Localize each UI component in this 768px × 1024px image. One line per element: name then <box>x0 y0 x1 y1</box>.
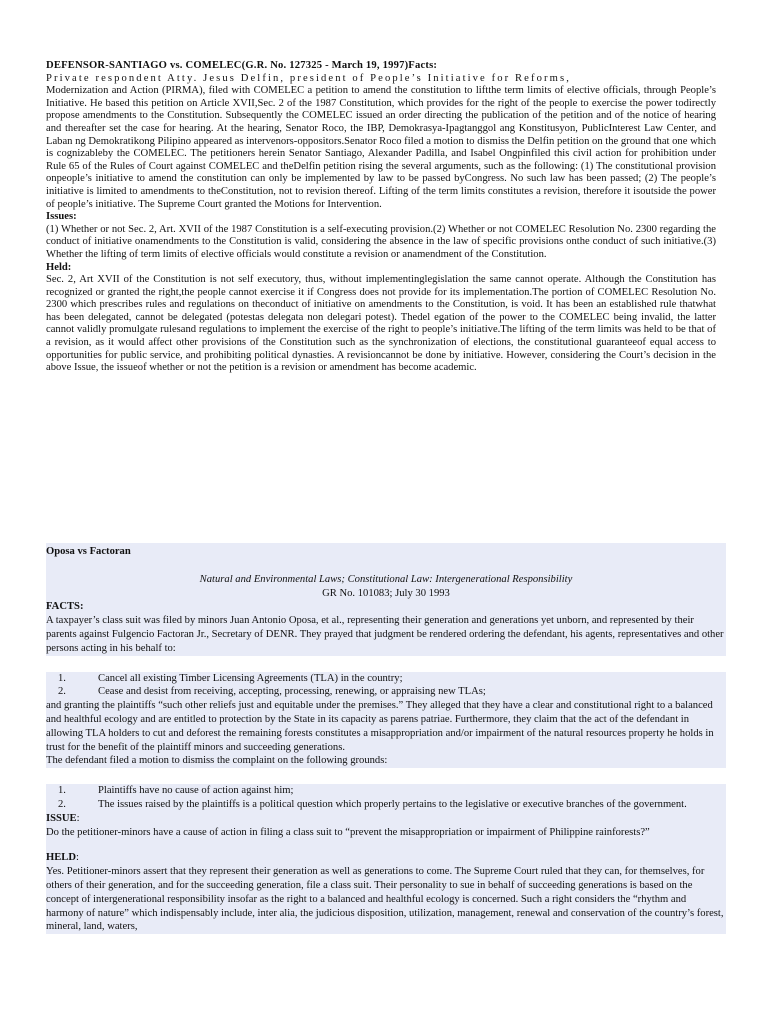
issues-text: (1) Whether or not Sec. 2, Art. XVII of the 1987 Constitution is a self-executing provision.(2) Whether or not COMELEC Resolution No. 2300 regarding the conduct of initiative onamendments to the Constitution is valid, considering the absence in the law of specific provisions onthe conduct of such initiative.(3) Whether the lifting of term limits of elective officials would constitute a revision or anamendment of the Constitution. <box>46 223 716 260</box>
held-heading: Held: <box>46 261 72 273</box>
grounds-list <box>46 784 726 812</box>
list-number: 1. <box>58 785 66 797</box>
list-item <box>46 784 726 798</box>
list-item <box>46 672 726 686</box>
facts-text: A taxpayer’s class suit was filed by minors Juan Antonio Oposa, et al., representing their generation and generations yet unborn, and represented by their parents against Fulgencio Factoran Jr., Secretary of DENR. They prayed that judgment be rendered ordering the defendant, his agents, representatives and other persons acting in his behalf to: <box>46 615 724 654</box>
list-item <box>46 798 726 812</box>
list-text: Cease and desist from receiving, accepting, processing, renewing, or appraising new TLAs; <box>98 686 486 698</box>
list-text: Plaintiffs have no cause of action against him; <box>98 785 294 797</box>
list-number: 1. <box>58 672 66 684</box>
issues-heading: Issues: <box>46 211 77 223</box>
case-defensor-santiago <box>46 60 716 375</box>
list-text: The issues raised by the plaintiffs is a political question which properly pertains to the legislative or executive branches of the government. <box>98 798 687 810</box>
held-text: Yes. Petitioner-minors assert that they represent their generation as well as generations to come. The Supreme Court ruled that they can, for themselves, for others of their generation, and for the succeeding generation, file a class suit. Their personality to sue in behalf of succeeding generations is based on the concept of intergenerational responsibility insofar as the right to a balanced and healthful ecology is concerned. Such a right considers the “rhythm and harmony of nature” which indispensably include, inter alia, the judicious disposition, utilization, management, renewal and conservation of the country’s forest, mineral, land, waters, <box>46 866 724 933</box>
held-text: Sec. 2, Art XVII of the Constitution is not self executory, thus, without implementinglegislation the same cannot operate. Although the Constitution has recognized or granted the right,the people cannot exercise it if Congress does not provide for its implementation.The portion of COMELEC Resolution No. 2300 which prescribes rules and regulations on theconduct of initiative on amendments to the Constitution, is void. It has been an established rule thatwhat has been delegated, cannot be delegated (potestas delegata non delegari potest). Thedel egation of the power to the COMELEC being invalid, the latter cannot validly promulgate rulesand regulations to implement the exercise of the right to people’s initiative.The lifting of the term limits was held to be that of a revision, as it would affect other provisions of the Constitution such as the synchronization of elections, the constitutional guaranteeof equal access to opportunities for public service, and prohibiting political dynasties. A revisioncannot be done by initiative. However, considering the Court’s decision in the above Issue, the issueof whether or not the petition is a revision or amendment has become academic. <box>46 274 716 374</box>
prayer-list <box>46 672 726 700</box>
facts-heading: FACTS: <box>46 601 84 613</box>
facts-lead-line: Private respondent Atty. Jesus Delfin, president of People’s Initiative for Reforms, <box>46 72 571 84</box>
issue-heading: ISSUE <box>46 812 77 824</box>
gr-number: GR No. 101083; July 30 1993 <box>322 587 450 599</box>
held-heading: HELD <box>46 852 77 864</box>
case-title: DEFENSOR-SANTIAGO vs. COMELEC(G.R. No. 127325 - March 19, 1997)Facts: <box>46 60 438 71</box>
list-text: Cancel all existing Timber Licensing Agreements (TLA) in the country; <box>98 672 403 684</box>
facts-text: Modernization and Action (PIRMA), filed with COMELEC a petition to amend the constitution to liftthe term limits of elective officials, through People’s Initiative. He based this petition on Article XVII,Sec. 2 of the 1987 Constitution, which provides for the right of the people to exercise the power todirectly propose amendments to the Constitution. Subsequently the COMELEC issued an order directing the publication of the petition and of the notice of hearing and thereafter set the case for hearing. At the hearing, Senator Roco, the IBP, Demokrasya-Ipagtanggol ang Konstitusyon, PublicInterest Law Center, and Laban ng Demokratikong Pilipino appeared as intervenors-oppositors.Senator Roco filed a motion to dismiss the Delfin petition on the ground that one which is cognizableby the COMELEC. The petitioners herein Senator Santiago, Alexander Padilla, and Isabel Ongpinfiled this civil action for prohibition under Rule 65 of the Rules of Court against COMELEC and theDelfin petition rising the several arguments, such as the following: (1) The constitutional provision onpeople’s initiative to amend the constitution can only be implemented by law to be passed byCongress. No such law has been passed; (2) The people’s initiative is limited to amendments to theConstitution, not to revision thereof. Lifting of the term limits constitutes a revision, therefore it isoutside the power of people’s initiative. The Supreme Court granted the Motions for Intervention. <box>46 85 716 210</box>
list-item <box>46 685 726 699</box>
list-number: 2. <box>58 686 66 698</box>
facts-continued: and granting the plaintiffs “such other reliefs just and equitable under the premises.” They alleged that they have a clear and constitutional right to a balanced and healthful ecology and are entitled to protection by the State in its capacity as parens patriae. Furthermore, they claim that the act of the defendant in allowing TLA holders to cut and deforest the remaining forests constitutes a misappropriation and/or impairment of the natural resources property he holds in trust for the benefit of the plaintiff minors and succeeding generations. <box>46 700 714 753</box>
case-subtitle: Natural and Environmental Laws; Constitutional Law: Intergenerational Responsibility <box>199 573 573 585</box>
issue-text: Do the petitioner-minors have a cause of action in filing a class suit to “prevent the misappropriation or impairment of Philippine rainforests?” <box>46 826 650 838</box>
case-title: Oposa vs Factoran <box>46 546 131 557</box>
list-number: 2. <box>58 798 66 810</box>
case-oposa-vs-factoran: Oposa vs Factoran Natural and Environmental Laws; Constitutional Law: Intergenerational Responsibility GR No. 101083; July 30 1993 FACTS: A taxpayer’s class suit was filed by minors Juan Antonio Oposa, et al., representing their generation and generations yet unborn, and represented by their parents against Fulgencio Factoran Jr., Secretary of DENR. They prayed that judgment be rendered ordering the defendant, his agents, representatives and other persons acting in his behalf to: 1. Cancel all existing Timber Licensing Agreements (TLA) in the country; 2. Cease and desist from receiving, accepting, processing, renewing, or appraising new TLAs; and granting the plaintiffs “such other reliefs just and equitable under the premises.” They alleged that they have a clear and constitutional right to a balanced and healthful ecology and are entitled to protection by the State in its capacity as parens patriae. Furthermore, they claim that the act of the defendant in allowing TLA holders to cut and deforest the remaining forests constitutes a misappropriation and/or impairment of the natural resources property he holds in trust for the benefit of the plaintiff minors and succeeding generations. The defendant filed a motion to dismiss the complaint on the following grounds: 1. Plaintiffs have no cause of action against him; 2. The issues raised by the plaintiffs is a political question which properly pertains to the legislative or executive branches of the government. ISSUE: Do the petitioner-minors have a cause of action in filing a class suit to “prevent the misappropriation or impairment of Philippine rainforests?” HELD: Yes. Petitioner-minors assert that they represent their generation as well as generations to come. The Supreme Court ruled that they can, for themselves, for others of their generation, and for the succeeding generation, file a class suit. Their personality to sue in behalf of succeeding generations is based on the concept of intergenerational responsibility insofar as the right to a balanced and healthful ecology is concerned. Such a right considers the “rhythm and harmony of nature” which indispensably include, inter alia, the judicious disposition, utilization, management, renewal and conservation of the country’s forest, mineral, land, waters, <box>46 543 726 934</box>
motion-text: The defendant filed a motion to dismiss the complaint on the following grounds: <box>46 755 388 767</box>
